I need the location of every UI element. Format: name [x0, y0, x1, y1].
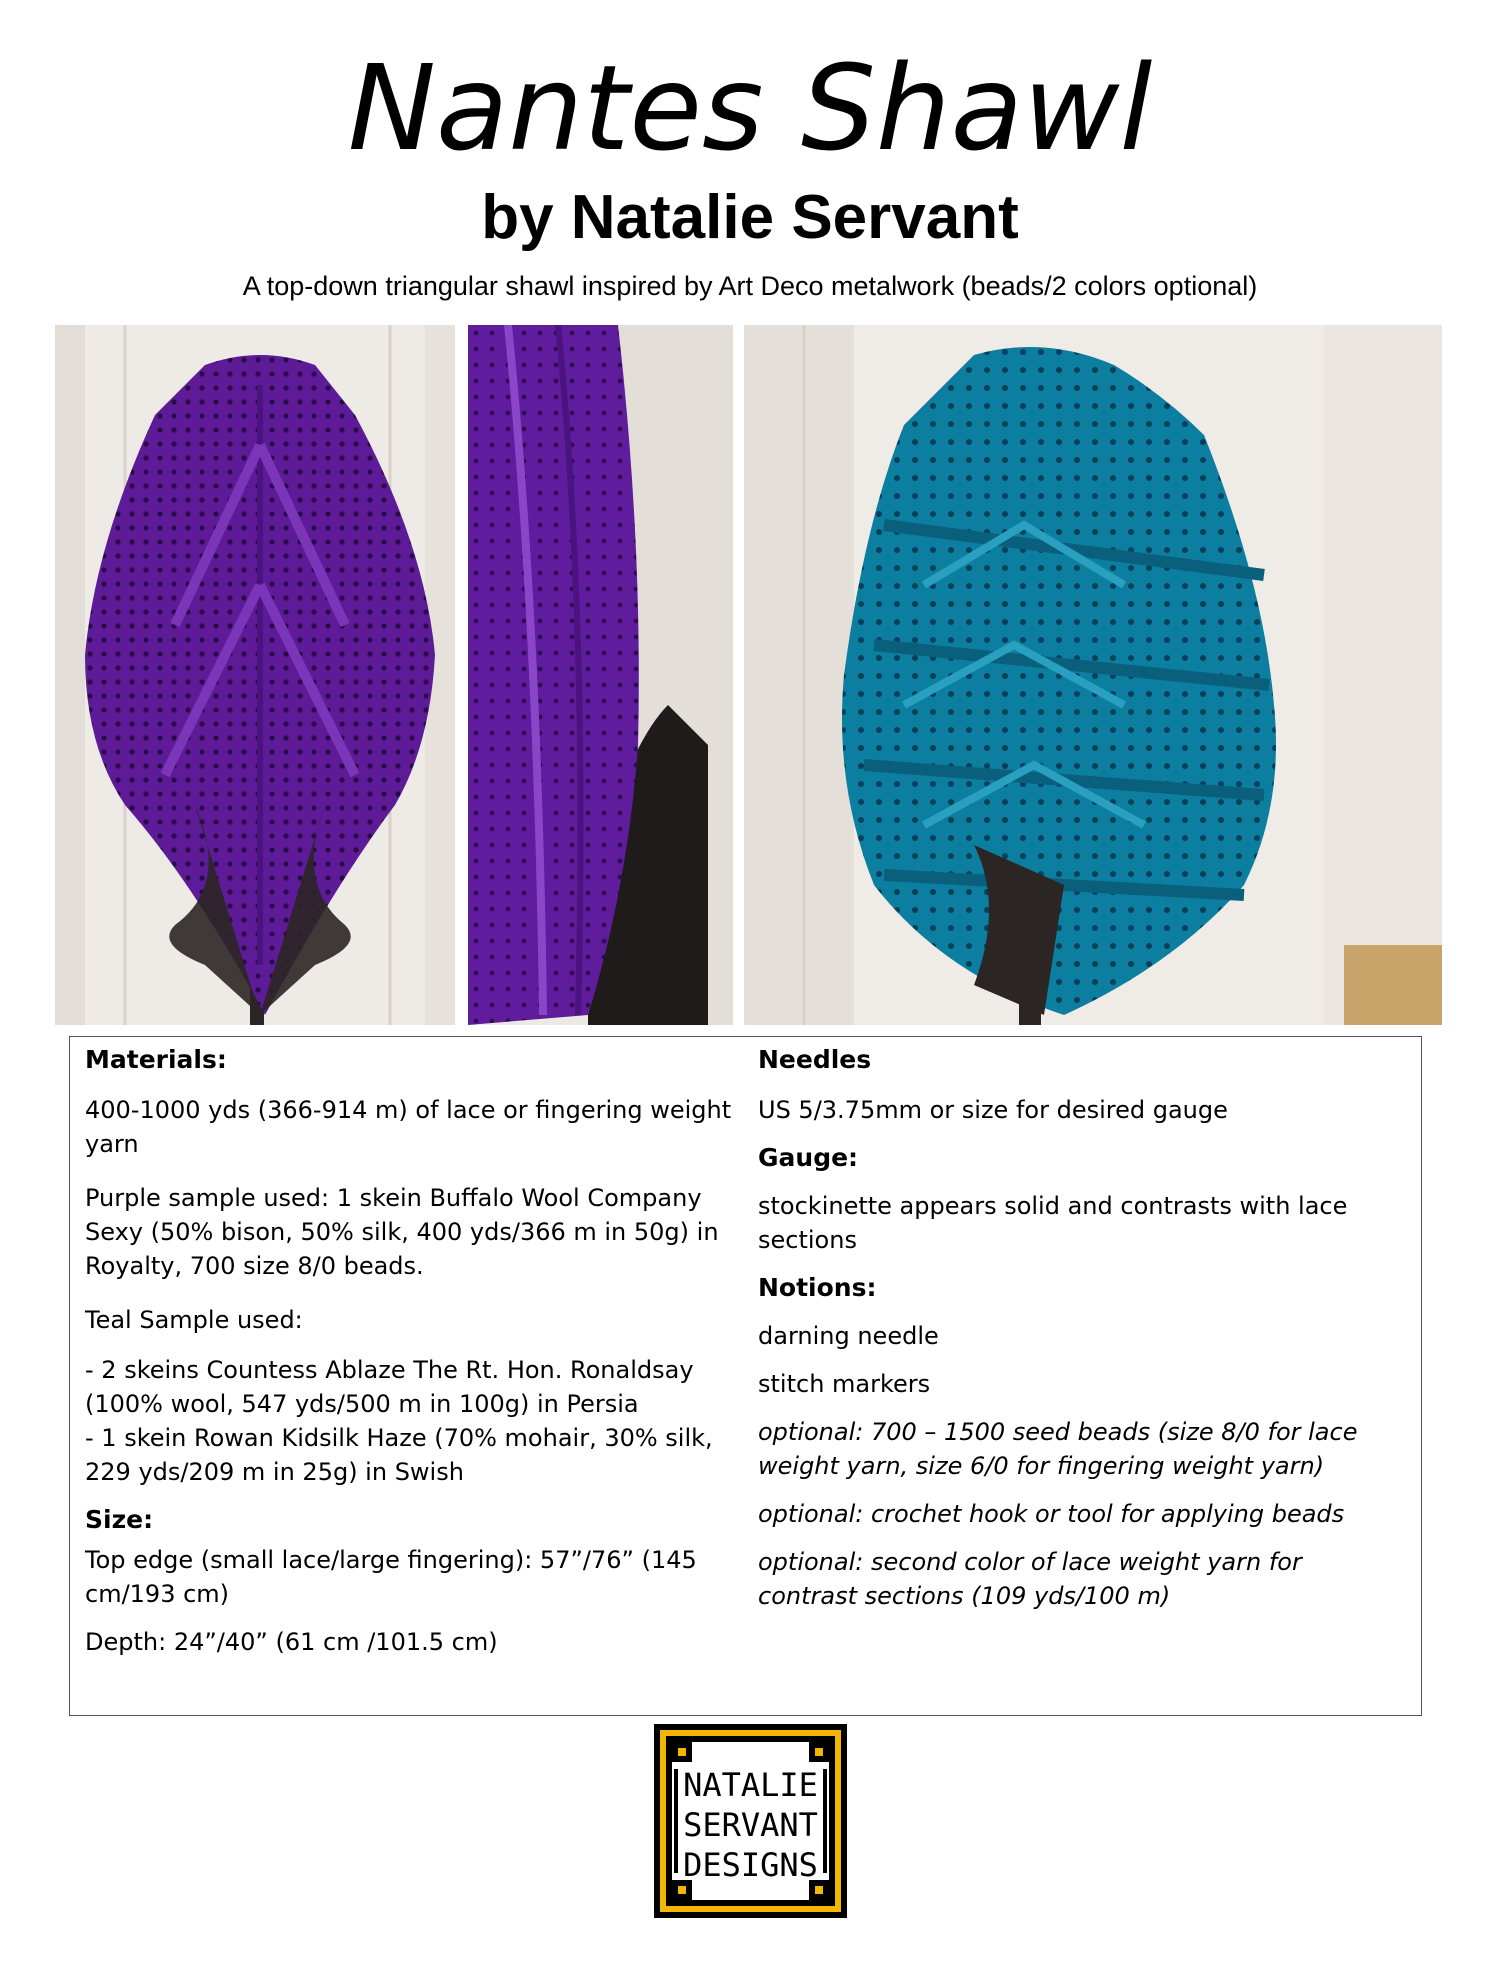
details-left-column [85, 1037, 735, 1659]
size-top-edge: Top edge (small lace/large fingering): 57”/76” (145 cm/193 cm) [85, 1546, 697, 1608]
notions-item: optional: second color of lace weight yarn for contrast sections (109 yds/100 m) [758, 1548, 1302, 1610]
materials-purple-sample: Purple sample used: 1 skein Buffalo Wool Company Sexy (50% bison, 50% silk, 400 yds/366 m in 50g) in Royalty, 700 size 8/0 beads. [85, 1184, 719, 1280]
notions-item: stitch markers [758, 1370, 931, 1398]
purple-shawl-back-image [55, 325, 455, 1025]
notions-heading: Notions: [758, 1273, 877, 1302]
pattern-subtitle: A top-down triangular shawl inspired by Art Deco metalwork (beads/2 colors optional) [242, 271, 1258, 301]
materials-teal-line-2: - 1 skein Rowan Kidsilk Haze (70% mohair, 30% silk, 229 yds/209 m in 25g) in Swish [85, 1424, 713, 1486]
gauge-heading: Gauge: [758, 1143, 859, 1172]
details-right-column [758, 1037, 1398, 1613]
size-depth: Depth: 24”/40” (61 cm /101.5 cm) [85, 1628, 498, 1656]
logo-mark [654, 1724, 847, 1918]
materials-heading: Materials: [85, 1045, 227, 1074]
natalie-servant-designs-logo [654, 1724, 847, 1918]
needles-value: US 5/3.75mm or size for desired gauge [758, 1096, 1228, 1124]
notions-item: optional: 700 – 1500 seed beads (size 8/0 for lace weight yarn, size 6/0 for fingering weight yarn) [758, 1418, 1358, 1480]
needles-heading: Needles [758, 1045, 872, 1074]
logo-line-2: SERVANT [683, 1806, 818, 1844]
photo-purple-shawl-back [55, 325, 455, 1025]
teal-shawl-image [744, 325, 1442, 1025]
logo-line-3: DESIGNS [683, 1846, 818, 1884]
materials-teal-heading: Teal Sample used: [85, 1306, 303, 1334]
notions-item: optional: crochet hook or tool for applying beads [758, 1500, 1345, 1528]
purple-shawl-detail-image [468, 325, 733, 1025]
photo-strip [55, 325, 1442, 1025]
gauge-value: stockinette appears solid and contrasts with lace sections [758, 1192, 1348, 1254]
materials-yarn-amount: 400-1000 yds (366-914 m) of lace or fingering weight yarn [85, 1096, 732, 1158]
notions-item: darning needle [758, 1322, 939, 1350]
photo-purple-shawl-detail [468, 325, 733, 1025]
pattern-title: Nantes Shawl [347, 39, 1153, 177]
logo-line-1: NATALIE [683, 1766, 818, 1804]
size-heading: Size: [85, 1505, 154, 1534]
materials-teal-line-1: - 2 skeins Countess Ablaze The Rt. Hon. Ronaldsay (100% wool, 547 yds/500 m in 100g) in Persia [85, 1356, 694, 1418]
photo-teal-shawl [744, 325, 1442, 1025]
pattern-details-box [69, 1036, 1422, 1716]
designer-byline: by Natalie Servant [481, 183, 1019, 252]
